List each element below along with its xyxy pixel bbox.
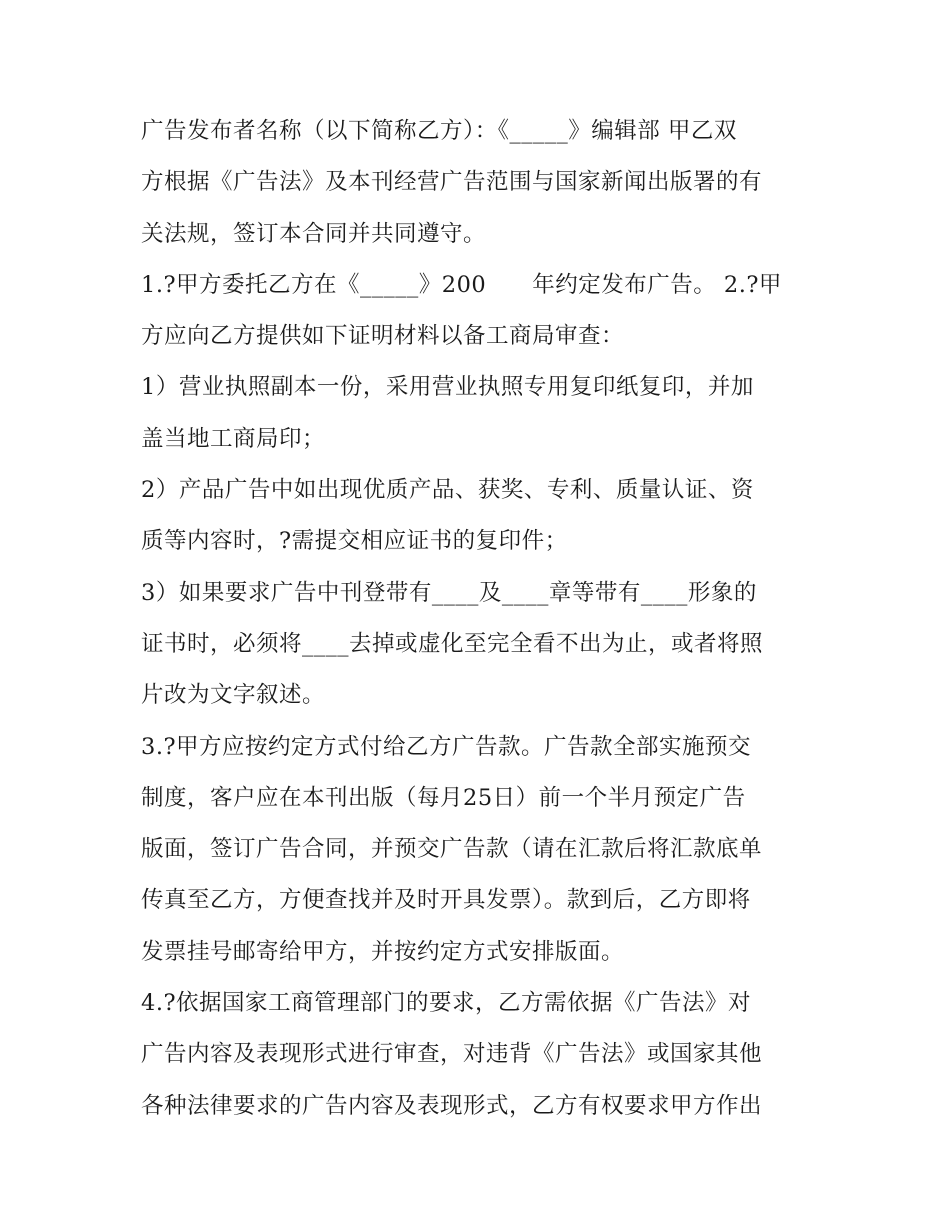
text-line: 关法规，签订本合同并共同遵守。 [141, 220, 487, 247]
text-line: 证书时，必须将____去掉或虚化至完全看不出为止，或者将照 [141, 630, 764, 657]
text-line: 3）如果要求广告中刊登带有____及____章等带有____形象的 [141, 579, 757, 606]
text-line: 质等内容时，?需提交相应证书的复印件； [141, 528, 568, 555]
text-line: 盖当地工商局印； [141, 425, 326, 452]
text-line: 版面，签订广告合同，并预交广告款（请在汇款后将汇款底单 [141, 836, 763, 863]
text-line: 方根据《广告法》及本刊经营广告范围与国家新闻出版署的有 [141, 169, 763, 196]
text-line: 片改为文字叙述。 [141, 682, 326, 709]
text-line: 广告发布者名称（以下简称乙方）：《_____》编辑部 甲乙双 [141, 118, 737, 144]
text-line: 4.?依据国家工商管理部门的要求，乙方需依据《广告法》对 [141, 990, 752, 1017]
text-line: 传真至乙方，方便查找并及时开具发票）。款到后，乙方即将 [141, 887, 751, 914]
text-line: 3.?甲方应按约定方式付给乙方广告款。广告款全部实施预交 [141, 733, 752, 760]
contract-body [141, 106, 821, 1132]
text-line: 广告内容及表现形式进行审查，对违背《广告法》或国家其他 [141, 1041, 763, 1068]
text-line: 1）营业执照副本一份，采用营业执照专用复印纸复印，并加 [141, 374, 754, 401]
text-line: 方应向乙方提供如下证明材料以备工商局审查： [141, 323, 625, 350]
text-line: 1.?甲方委托乙方在《_____》200 年约定发布广告。 2.?甲 [141, 271, 782, 298]
text-line: 2）产品广告中如出现优质产品、获奖、专利、质量认证、资 [141, 477, 754, 504]
text-line: 发票挂号邮寄给甲方，并按约定方式安排版面。 [141, 938, 625, 965]
text-line: 制度，客户应在本刊出版（每月25日）前一个半月预定广告 [141, 784, 746, 811]
text-line: 各种法律要求的广告内容及表现形式，乙方有权要求甲方作出 [141, 1092, 763, 1119]
